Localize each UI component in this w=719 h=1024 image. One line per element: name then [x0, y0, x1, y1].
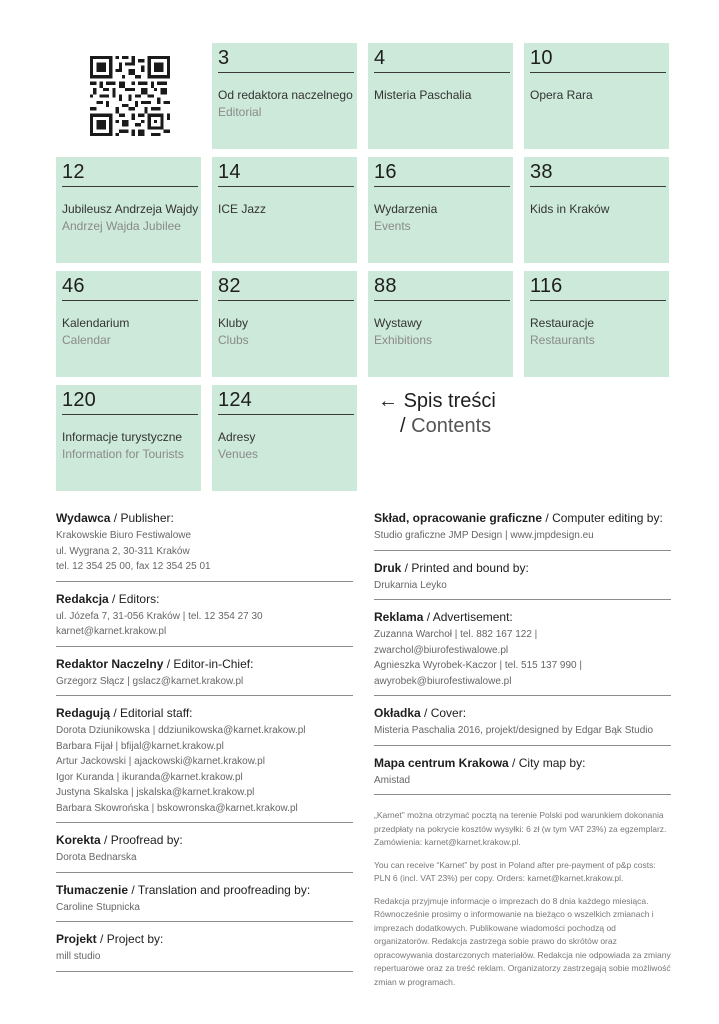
- credit-section-advertisement: [374, 609, 671, 696]
- page-number: 120: [62, 389, 96, 411]
- credit-heading-pl: Redakcja: [56, 591, 109, 606]
- credit-heading: Projekt / Project by:: [56, 932, 164, 946]
- page-number: 10: [530, 47, 553, 69]
- credit-section-editorial-staff: [56, 705, 353, 823]
- credit-section-proofread: [56, 832, 353, 873]
- toc-tile-clubs[interactable]: [212, 271, 357, 377]
- divider: [62, 186, 198, 187]
- toc-tile-restaurants[interactable]: [524, 271, 669, 377]
- page-number: 124: [218, 389, 252, 411]
- contents-heading: [378, 389, 496, 439]
- credit-heading: Tłumaczenie / Translation and proofreading by:: [56, 882, 311, 897]
- credit-heading-pl: Okładka: [374, 706, 421, 720]
- section-title-pl: Jubileusz Andrzeja Wajdy: [62, 202, 199, 216]
- contents-title-pl: Spis treści: [403, 390, 496, 412]
- credit-heading: Wydawca / Publisher:: [56, 511, 174, 525]
- credit-heading: Druk / Printed and bound by:: [374, 560, 529, 575]
- page-number: 14: [218, 161, 241, 183]
- credit-heading-pl: Druk: [374, 560, 402, 575]
- page-number: 4: [374, 47, 386, 69]
- credit-heading-pl: Skład, opracowanie graficzne: [374, 511, 543, 525]
- credit-body: Dorota Dziunikowska | ddziunikowska@karnet.krakow.pl Barbara Fijał | bfijal@karnet.krakow.pl Artur Jackowski | ajackowski@karnet.krakow.pl Igor Kuranda | ikuranda@karnet.krakow.pl Justyna Skalska | jskalska@karnet.krakow.pl Barbara Skowrońska | bskowronska@karnet.krakow.pl: [56, 725, 306, 814]
- credit-body: Caroline Stupnicka: [56, 901, 140, 913]
- page-number: 82: [218, 275, 241, 297]
- toc-tile-wajda-jubilee[interactable]: [56, 157, 201, 263]
- credit-body: Studio graficzne JMP Design | www.jmpdesign.eu: [374, 530, 594, 541]
- note-subscription-en: You can receive “Karnet” by post in Poland after pre-payment of p&p costs: PLN 6 (incl. VAT 23%) per copy. Orders: karnet@karnet.krakow.pl.: [374, 859, 656, 883]
- divider: [530, 72, 666, 73]
- credit-heading-en: City map by:: [518, 755, 586, 770]
- credit-heading-en: Editor-in-Chief:: [173, 656, 254, 671]
- toc-tile-tourist-info[interactable]: [56, 385, 201, 491]
- credit-heading: Korekta / Proofread by:: [56, 833, 183, 847]
- section-title-en: Exhibitions: [374, 333, 433, 347]
- section-title-pl: Kids in Kraków: [530, 202, 610, 216]
- credit-section-publisher: [56, 510, 353, 582]
- credit-heading: Redaktor Naczelny / Editor-in-Chief:: [56, 656, 254, 671]
- section-title-en: Events: [374, 219, 411, 233]
- credit-heading-en: Advertisement:: [432, 610, 513, 624]
- section-title-en: Venues: [218, 447, 259, 461]
- divider: [530, 300, 666, 301]
- credit-heading-en: Proofread by:: [110, 833, 183, 847]
- credit-heading-en: Cover:: [430, 706, 467, 720]
- credit-section-cover: [374, 705, 671, 746]
- credit-heading-pl: Mapa centrum Krakowa: [374, 755, 509, 770]
- page-number: 38: [530, 161, 553, 183]
- divider: [62, 300, 198, 301]
- divider: [218, 72, 354, 73]
- section-title-pl: Wydarzenia: [374, 202, 438, 216]
- toc-tile-calendar[interactable]: [56, 271, 201, 377]
- divider: [218, 300, 354, 301]
- credit-heading-en: Computer editing by:: [552, 511, 663, 525]
- credit-heading-pl: Redaktor Naczelny: [56, 656, 164, 671]
- page-number: 116: [530, 275, 563, 297]
- divider: [530, 186, 666, 187]
- credit-body: Drukarnia Leyko: [374, 579, 447, 591]
- credit-body: Dorota Bednarska: [56, 852, 137, 863]
- note-subscription-pl: „Karnet” można otrzymać pocztą na terenie Polski pod warunkiem dokonania przedpłaty na pokrycie kosztów wysyłki: 6 zł (w tym VAT 23%) za egzemplarz. Zamówienia: karnet@karnet.krakow.pl.: [374, 810, 667, 847]
- toc-tile-kids-in-krakow[interactable]: [524, 157, 669, 263]
- credit-heading: Okładka / Cover:: [374, 706, 467, 720]
- page-number: 88: [374, 275, 397, 297]
- qr-code: [90, 56, 170, 136]
- credit-heading: Reklama / Advertisement:: [374, 610, 513, 624]
- section-title-pl: Adresy: [218, 430, 256, 444]
- section-title-pl: Misteria Paschalia: [374, 88, 472, 102]
- section-title-pl: Kalendarium: [62, 316, 130, 330]
- credit-heading: Redakcja / Editors:: [56, 591, 160, 606]
- toc-tile-editorial[interactable]: [212, 43, 357, 149]
- credit-body: Amistad: [374, 774, 411, 786]
- section-title-en: Calendar: [62, 333, 111, 347]
- credit-heading-en: Editors:: [118, 591, 160, 606]
- toc-tile-misteria-paschalia[interactable]: [368, 43, 513, 149]
- credit-heading-en: Publisher:: [120, 511, 174, 525]
- credit-heading-en: Translation and proofreading by:: [137, 882, 311, 897]
- section-title-en: Editorial: [218, 105, 262, 119]
- divider: [374, 72, 510, 73]
- credit-section-project: [56, 931, 353, 972]
- toc-tile-opera-rara[interactable]: [524, 43, 669, 149]
- section-title-pl: Kluby: [218, 316, 249, 330]
- credits-right-column: [374, 510, 671, 998]
- credit-heading: Mapa centrum Krakowa / City map by:: [374, 755, 586, 770]
- credit-body: ul. Józefa 7, 31-056 Kraków | tel. 12 354 27 30 karnet@karnet.krakow.pl: [56, 610, 263, 637]
- credit-heading: Redagują / Editorial staff:: [56, 706, 193, 720]
- section-title-pl: Restauracje: [530, 316, 595, 330]
- credit-heading-pl: Korekta: [56, 833, 101, 847]
- contents-title-en: Contents: [411, 415, 492, 437]
- toc-tile-events[interactable]: [368, 157, 513, 263]
- section-title-en: Clubs: [218, 333, 249, 347]
- page-number: 3: [218, 47, 230, 69]
- credit-body: mill studio: [56, 951, 101, 962]
- credit-heading-pl: Reklama: [374, 610, 424, 624]
- credit-body: Grzegorz Słącz | gslacz@karnet.krakow.pl: [56, 675, 244, 687]
- credit-section-translation: [56, 882, 353, 923]
- credit-body: Krakowskie Biuro Festiwalowe ul. Wygrana 2, 30-311 Kraków tel. 12 354 25 00, fax 12 354 25 01: [56, 530, 211, 572]
- section-title-pl: ICE Jazz: [218, 202, 267, 216]
- toc-tile-venues[interactable]: [212, 385, 357, 491]
- credits-left-column: [56, 510, 353, 981]
- credit-heading-en: Editorial staff:: [120, 706, 193, 720]
- credit-section-editors: [56, 591, 353, 647]
- arrow-left-icon: ←: [378, 390, 398, 412]
- section-title-pl: Informacje turystyczne: [62, 430, 183, 444]
- separator-slash: /: [400, 415, 406, 437]
- credit-body: Zuzanna Warchoł | tel. 882 167 122 | zwarchol@biurofestiwalowe.pl Agnieszka Wyrobek-Kaczor | tel. 515 137 990 | awyrobek@biurofestiwalowe.pl: [374, 629, 582, 687]
- divider: [218, 186, 354, 187]
- credit-heading: Skład, opracowanie graficzne / Computer editing by:: [374, 511, 663, 525]
- section-title-en: Information for Tourists: [62, 447, 184, 461]
- fine-print-notes: [374, 809, 671, 989]
- toc-tile-exhibitions[interactable]: [368, 271, 513, 377]
- credit-heading-en: Printed and bound by:: [411, 560, 529, 575]
- page-number: 16: [374, 161, 397, 183]
- credit-section-editor-in-chief: [56, 656, 353, 697]
- divider: [62, 414, 198, 415]
- section-title-pl: Wystawy: [374, 316, 422, 330]
- section-title-en: Restaurants: [530, 333, 595, 347]
- credit-body: Misteria Paschalia 2016, projekt/designed by Edgar Bąk Studio: [374, 725, 654, 736]
- section-title-pl: Opera Rara: [530, 88, 593, 102]
- page-number: 46: [62, 275, 85, 297]
- credit-heading-pl: Wydawca: [56, 511, 111, 525]
- divider: [374, 186, 510, 187]
- section-title-pl: Od redaktora naczelnego: [218, 88, 353, 102]
- section-title-en: Andrzej Wajda Jubilee: [62, 219, 181, 233]
- page-number: 12: [62, 161, 85, 183]
- note-editorial-policy: Redakcja przyjmuje informacje o imprezach do 8 dnia każdego miesiąca. Równocześnie prosimy o informowanie na bieżąco o wszelkich zmianach i imprezach dodatkowych. Publikowane wiadomości pochodzą od organizatorów. Redakcja zastrzega sobie prawo do skrótów oraz opracowywania dostarczonych materiałów. Redakcja nie odpowiada za zmiany repertuarowe oraz za treść reklam. Organizatorzy zastrzegają sobie możliwość zmian w programach.: [374, 895, 671, 987]
- credit-section-printing: [374, 560, 671, 601]
- credit-heading-en: Project by:: [106, 932, 164, 946]
- divider: [218, 414, 354, 415]
- toc-tile-ice-jazz[interactable]: [212, 157, 357, 263]
- credit-heading-pl: Projekt: [56, 932, 97, 946]
- credit-section-city-map: [374, 755, 671, 796]
- credit-section-computer-editing: [374, 510, 671, 551]
- divider: [374, 300, 510, 301]
- credit-heading-pl: Tłumaczenie: [56, 882, 129, 897]
- credit-heading-pl: Redagują: [56, 706, 111, 720]
